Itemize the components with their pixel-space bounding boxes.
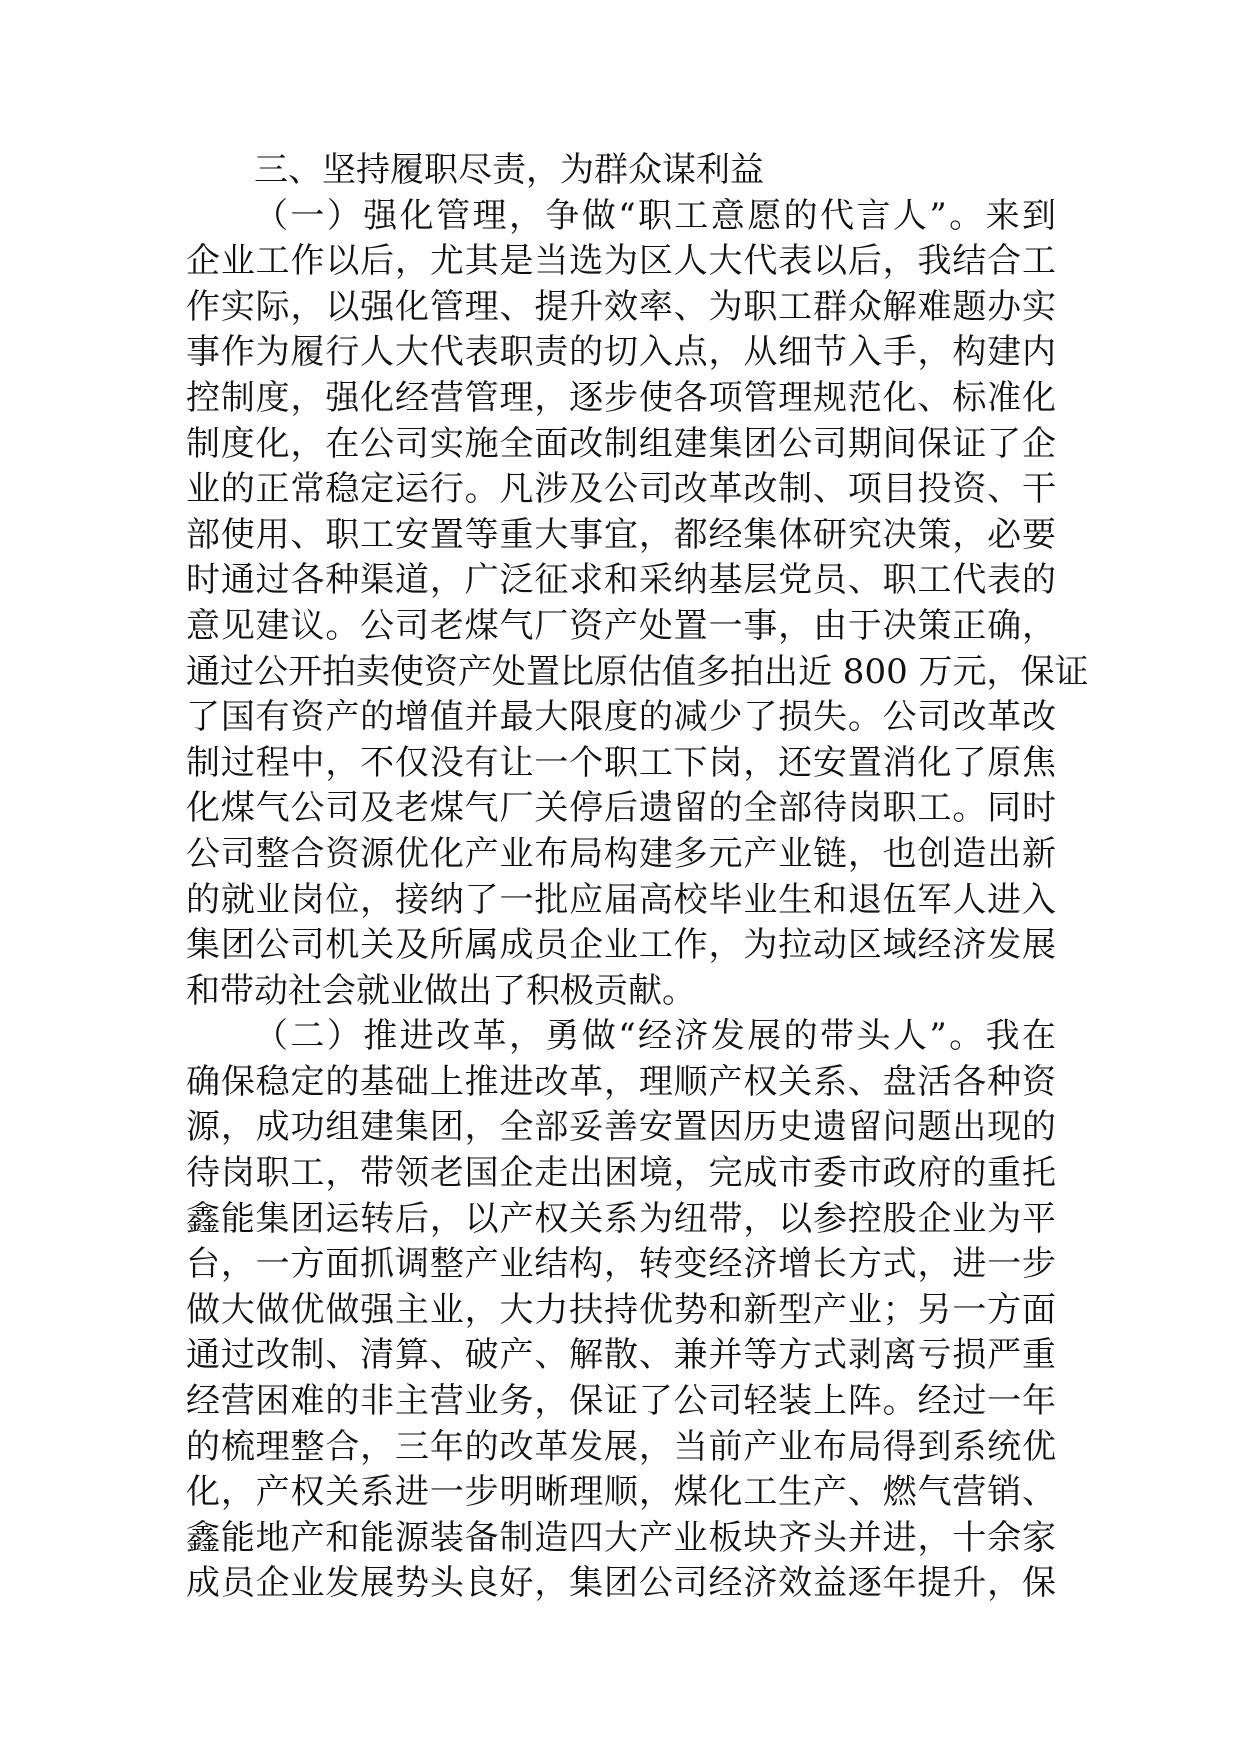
paragraph-line: 时通过各种渠道，广泛征求和采纳基层党员、职工代表的 [186, 560, 1056, 601]
paragraph-line: 和带动社会就业做出了积极贡献。 [186, 970, 696, 1011]
paragraph-line: 集团公司机关及所属成员企业工作，为拉动区域经济发展 [186, 925, 1056, 966]
paragraph-line: 企业工作以后，尤其是当选为区人大代表以后，我结合工 [186, 241, 1056, 282]
paragraph-line: 通过改制、清算、破产、解散、兼并等方式剥离亏损严重 [186, 1335, 1056, 1376]
paragraph-line: 成员企业发展势头良好，集团公司经济效益逐年提升，保 [186, 1563, 1056, 1604]
section-heading: 三、坚持履职尽责，为群众谋利益 [254, 150, 764, 190]
paragraph-line: 鑫能集团运转后，以产权关系为纽带，以参控股企业为平 [186, 1198, 1056, 1239]
paragraph-line: 经营困难的非主营业务，保证了公司轻装上阵。经过一年 [186, 1381, 1056, 1422]
paragraph-line: 通过公开拍卖使资产处置比原估值多拍出近 800 万元，保证 [186, 651, 1089, 692]
paragraph-line: 意见建议。公司老煤气厂资产处置一事，由于决策正确， [186, 605, 1056, 646]
document-body [186, 194, 1089, 1607]
paragraph [186, 1014, 1056, 1607]
paragraph-line: （一）强化管理，争做“职工意愿的代言人”。来到 [254, 195, 1056, 236]
document-page [186, 148, 1089, 1607]
paragraph-line: 的梳理整合，三年的改革发展，当前产业布局得到系统优 [186, 1426, 1056, 1467]
paragraph-line: 控制度，强化经营管理，逐步使各项管理规范化、标准化 [186, 377, 1056, 418]
paragraph-line: 制过程中，不仅没有让一个职工下岗，还安置消化了原焦 [186, 742, 1056, 783]
paragraph-line: 业的正常稳定运行。凡涉及公司改革改制、项目投资、干 [186, 469, 1056, 510]
paragraph-line: 源，成功组建集团，全部妥善安置因历史遗留问题出现的 [186, 1107, 1056, 1148]
paragraph-line: 确保稳定的基础上推进改革，理顺产权关系、盘活各种资 [186, 1061, 1056, 1102]
paragraph [186, 194, 1089, 1015]
paragraph-line: 化，产权关系进一步明晰理顺，煤化工生产、燃气营销、 [186, 1472, 1056, 1513]
paragraph-line: 事作为履行人大代表职责的切入点，从细节入手，构建内 [186, 332, 1056, 373]
paragraph-line: 制度化，在公司实施全面改制组建集团公司期间保证了企 [186, 423, 1056, 464]
paragraph-line: 鑫能地产和能源装备制造四大产业板块齐头并进，十余家 [186, 1517, 1056, 1558]
paragraph-line: 公司整合资源优化产业布局构建多元产业链，也创造出新 [186, 833, 1056, 874]
paragraph-line: （二）推进改革，勇做“经济发展的带头人”。我在 [254, 1016, 1056, 1057]
paragraph-line: 作实际，以强化管理、提升效率、为职工群众解难题办实 [186, 286, 1056, 327]
paragraph-line: 待岗职工，带领老国企走出困境，完成市委市政府的重托 [186, 1153, 1056, 1194]
paragraph-line: 的就业岗位，接纳了一批应届高校毕业生和退伍军人进入 [186, 879, 1056, 920]
paragraph-line: 台，一方面抓调整产业结构，转变经济增长方式，进一步 [186, 1244, 1056, 1285]
paragraph-line: 做大做优做强主业，大力扶持优势和新型产业；另一方面 [186, 1289, 1056, 1330]
paragraph-line: 了国有资产的增值并最大限度的减少了损失。公司改革改 [186, 697, 1056, 738]
paragraph-line: 部使用、职工安置等重大事宜，都经集体研究决策，必要 [186, 514, 1056, 555]
paragraph-line: 化煤气公司及老煤气厂关停后遗留的全部待岗职工。同时 [186, 788, 1056, 829]
